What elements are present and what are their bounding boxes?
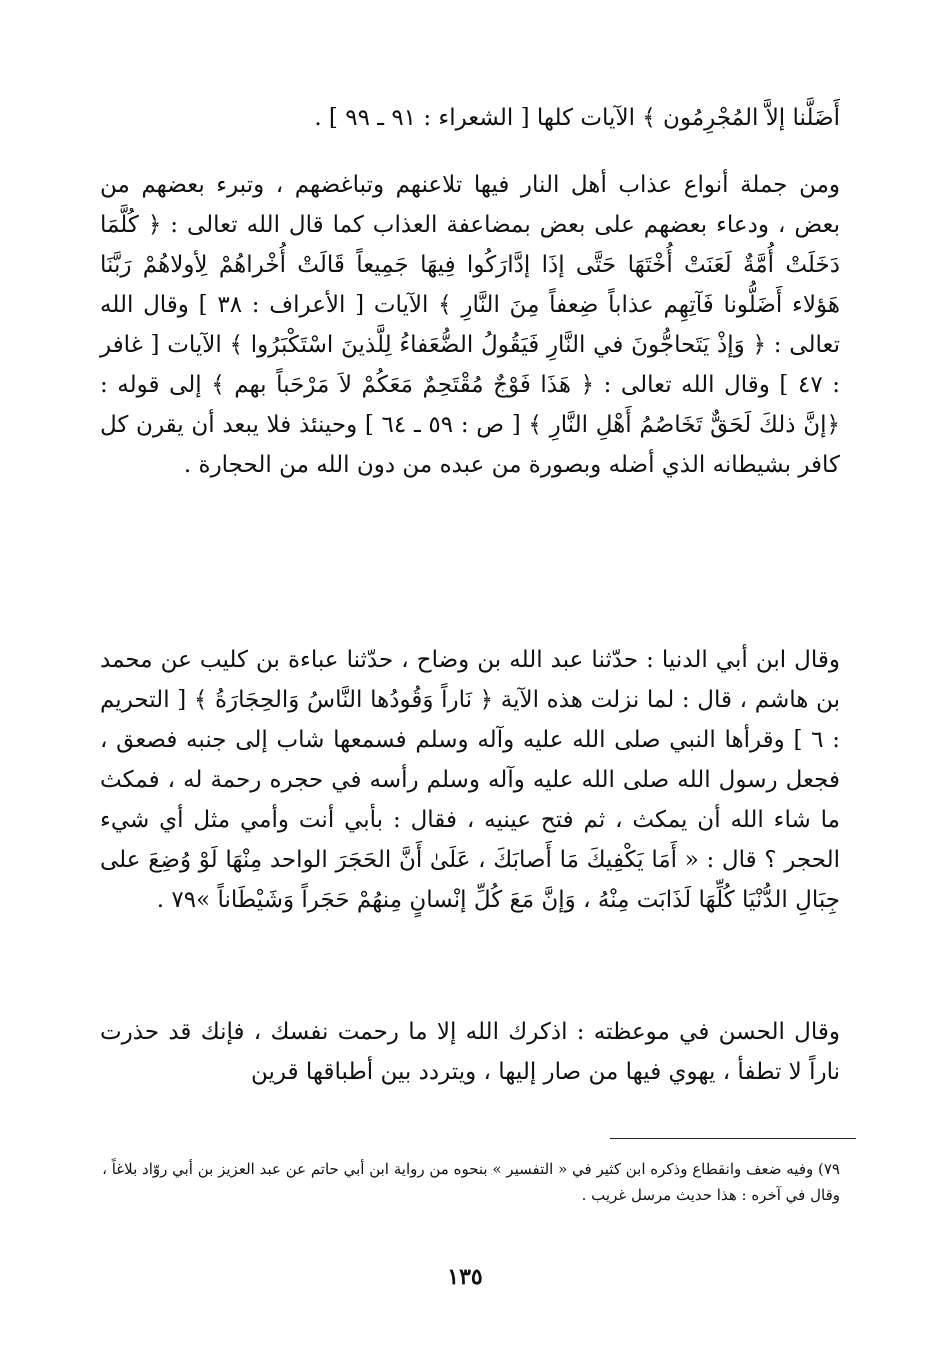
paragraph-torment-of-fire: ومن جملة أنواع عذاب أهل النار فيها تلاعنهم وتباغضهم ، وتبرء بعضهم من بعض ، ودعاء بعضهم على بعض بمضاعفة العذاب كما قال الله تعالى : ﴿ كُلَّمَا دَخَلَتْ أُمَّةٌ لَعَنَتْ أُخْتَهَا حَتَّى إذَا إدَّارَكُوا فِيهَا جَمِيعاً قَالَتْ أُخْراهُمْ لِأولاهُمْ رَبَّنَا هَؤلاء أَضَلُّونا فَآتِهِم عذاباً ضِعفاً مِنَ النَّارِ ﴾ الآيات [ الأعراف : ٣٨ ] وقال الله تعالى : ﴿ وَإذْ يَتَحاجُّونَ في النَّارِ فَيَقُولُ الضُّعَفاءُ لِلَّذينَ اسْتَكْبَرُوا ﴾ الآيات [ غافر : ٤٧ ] وقال الله تعالى : ﴿ هَذَا فَوْجٌ مُقْتَحِمٌ مَعَكُمْ لاَ مَرْحَباً بهم ﴾ إلى قوله : ﴿إنَّ ذلكَ لَحَقٌّ تَخَاصُمُ أَهْلِ النَّارِ ﴾ [ ص : ٥٩ ـ ٦٤ ] وحينئذ فلا يبعد أن يقرن كل كافر بشيطانه الذي أضله وبصورة من عبده من دون الله من الحجارة . [100,172,841,478]
footnote-divider [610,1138,856,1139]
footnote: ٧٩) وفيه ضعف وانقطاع وذكره ابن كثير في « التفسير » بنحوه من رواية ابن أبي حاتم عن عبد العزيز بن أبي روّاد بلاغاً ، وقال في آخره : هذا حديث مرسل غريب . [102,1160,840,1204]
paragraph-ibn-abi-dunya: وقال ابن أبي الدنيا : حدّثنا عبد الله بن وضاح ، حدّثنا عباءة بن كليب عن محمد بن هاشم ، قال : لما نزلت هذه الآية ﴿ نَاراً وَقُودُها النَّاسُ وَالحِجَارَةُ ﴾ [ التحريم : ٦ ] وقرأها النبي صلى الله عليه وآله وسلم فسمعها شاب إلى جنبه فصعق ، فجعل رسول الله صلى الله عليه وآله وسلم رأسه في حجره رحمة له ، فمكث ما شاء الله أن يمكث ، ثم فتح عينيه ، فقال : بأبي أنت وأمي مثل أي شيء الحجر ؟ قال : « أَمَا يَكْفِيكَ مَا أَصابَكَ ، عَلَىٰ أَنَّ الحَجَرَ الواحد مِنْهَا لَوْ وُضِعَ على جِبَالِ الدُّنْيَا كُلِّهَا لَذَابَت مِنْهُ ، وَإنَّ مَعَ كُلِّ إنْسانٍ مِنهُمْ حَجَراً وَشَيْطَاناً »٧٩ . [100,647,840,913]
page-number: ١٣٥ [447,1264,483,1290]
paragraph-hasan-sermon: وقال الحسن في موعظته : اذكرك الله إلا ما رحمت نفسك ، فإنك قد حذرت ناراً لا تطفأ ، يهوي فيها من صار إليها ، ويتردد بين أطباقها قرين [100,1019,840,1085]
paragraph-continuation: أَضَلَّنا إلاَّ المُجْرِمُون ﴾ الآيات كلها [ الشعراء : ٩١ ـ ٩٩ ] . [314,105,840,131]
